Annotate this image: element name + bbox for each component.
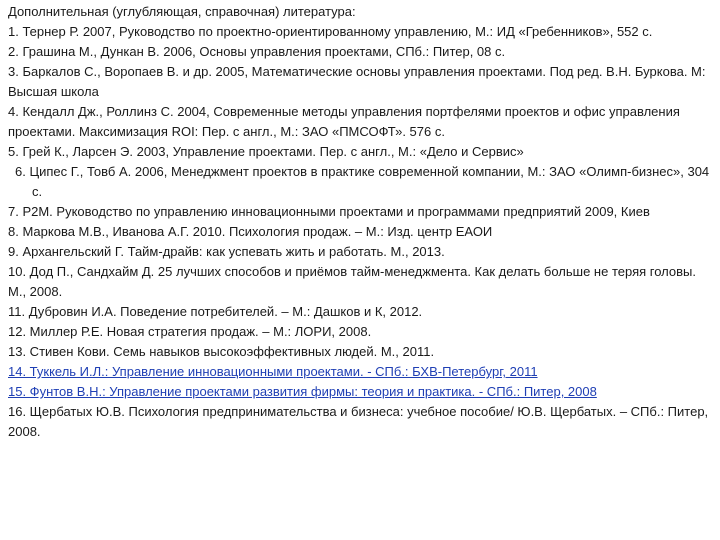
reference-item-9: 9. Архангельский Г. Тайм-драйв: как успевать жить и работать. М., 2013. xyxy=(8,244,445,259)
reference-item-12: 12. Миллер Р.Е. Новая стратегия продаж. – М.: ЛОРИ, 2008. xyxy=(8,324,372,339)
reference-item-3: 3. Баркалов С., Воропаев В. и др. 2005, Математические основы управления проектами. Под ред. В.Н. Буркова. М: Высшая школа xyxy=(8,64,706,99)
reference-link-15[interactable]: 15. Фунтов В.Н.: Управление проектами развития фирмы: теория и практика. - СПб.: Питер, 2008 xyxy=(8,384,597,399)
reference-item-1: 1. Тернер Р. 2007, Руководство по проектно-ориентированному управлению, М.: ИД «Гребенников», 552 с. xyxy=(8,24,653,39)
reference-item-6: 6. Ципес Г., Товб А. 2006, Менеджмент проектов в практике современной компании, М.: ЗАО «Олимп-бизнес», 304 с. xyxy=(15,164,710,199)
literature-heading: Дополнительная (углубляющая, справочная) литература: xyxy=(8,4,356,19)
reference-link-14[interactable]: 14. Туккель И.Л.: Управление инновационными проектами. - СПб.: БХВ-Петербург, 2011 xyxy=(8,364,538,379)
reference-item-7: 7. P2M. Руководство по управлению инновационными проектами и программами предприятий 2009, Киев xyxy=(8,204,650,219)
reference-item-13: 13. Стивен Кови. Семь навыков высокоэффективных людей. М., 2011. xyxy=(8,344,435,359)
reference-item-16: 16. Щербатых Ю.В. Психология предпринимательства и бизнеса: учебное пособие/ Ю.В. Щербатых. – СПб.: Питер, 2008. xyxy=(8,404,709,439)
reference-item-2: 2. Грашина М., Дункан В. 2006, Основы управления проектами, СПб.: Питер, 08 с. xyxy=(8,44,506,59)
reference-item-5: 5. Грей К., Ларсен Э. 2003, Управление проектами. Пер. с англ., М.: «Дело и Сервис» xyxy=(8,144,524,159)
reference-item-10: 10. Дод П., Сандхайм Д. 25 лучших способов и приёмов тайм-менеджмента. Как делать больше не теряя головы. М., 2008. xyxy=(8,264,696,299)
reference-item-11: 11. Дубровин И.А. Поведение потребителей. – М.: Дашков и К, 2012. xyxy=(8,304,423,319)
reference-item-8: 8. Маркова М.В., Иванова А.Г. 2010. Психология продаж. – М.: Изд. центр ЕАОИ xyxy=(8,224,493,239)
reference-item-4: 4. Кендалл Дж., Роллинз С. 2004, Современные методы управления портфелями проектов и офис управления проектами. Максимизация ROI: Пер. с англ., М.: ЗАО «ПМСОФТ». 576 с. xyxy=(8,104,680,139)
